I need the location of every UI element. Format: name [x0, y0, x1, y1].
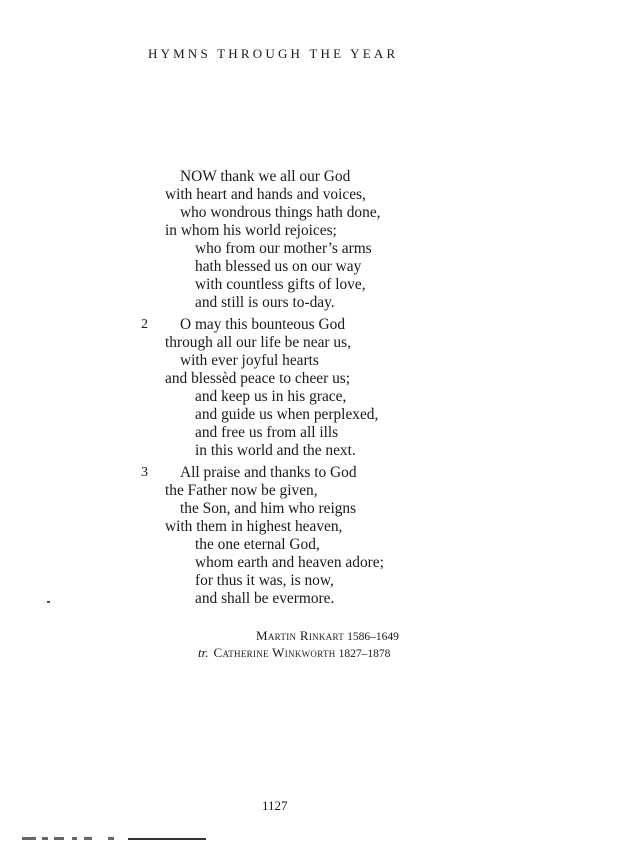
- verse-line: who from our mother’s arms: [195, 240, 372, 257]
- translator-attribution: [198, 645, 390, 661]
- verse-line: and keep us in his grace,: [195, 388, 347, 405]
- bottom-rule: [128, 838, 206, 840]
- verse-line: whom earth and heaven adore;: [195, 554, 384, 571]
- verse-line: the Father now be given,: [165, 482, 318, 499]
- verse-line: for thus it was, is now,: [195, 572, 334, 589]
- verse-line: in this world and the next.: [195, 442, 356, 459]
- translator-name: Catherine Winkworth: [213, 645, 336, 660]
- verse-line: and still is ours to-day.: [195, 294, 335, 311]
- verse-line: O may this bounteous God: [180, 316, 346, 333]
- verse-line: and shall be evermore.: [195, 590, 335, 607]
- verse-line: and free us from all ills: [195, 424, 339, 441]
- verse-line: in whom his world rejoices;: [165, 222, 337, 239]
- verse-line: the one eternal God,: [195, 536, 320, 553]
- verse-line: through all our life be near us,: [165, 334, 351, 351]
- verse-line: hath blessed us on our way: [195, 258, 362, 275]
- running-head: HYMNS THROUGH THE YEAR: [148, 46, 399, 61]
- verse-line: NOW thank we all our God: [180, 168, 351, 185]
- author-dates: 1586–1649: [347, 631, 399, 643]
- author-name: Martin Rinkart: [256, 628, 345, 643]
- verse-line: who wondrous things hath done,: [180, 204, 381, 221]
- verse-line: with them in highest heaven,: [165, 518, 343, 535]
- verse-line: and blessèd peace to cheer us;: [165, 370, 351, 387]
- verse-line: the Son, and him who reigns: [180, 500, 357, 517]
- scan-speck: [47, 601, 50, 603]
- author-attribution: [256, 628, 399, 644]
- verse-line: with ever joyful hearts: [180, 352, 319, 369]
- verse-number: 2: [141, 317, 148, 332]
- verse-line: with heart and hands and voices,: [165, 186, 366, 203]
- verse-line: and guide us when perplexed,: [195, 406, 379, 423]
- verse-number: 3: [141, 465, 148, 480]
- page-number: 1127: [262, 798, 288, 813]
- verse-line: with countless gifts of love,: [195, 276, 366, 293]
- verse-line: All praise and thanks to God: [180, 464, 357, 481]
- bottom-scan-artifact: [22, 836, 122, 842]
- translator-dates: 1827–1878: [338, 648, 391, 660]
- translator-prefix: tr.: [198, 645, 209, 660]
